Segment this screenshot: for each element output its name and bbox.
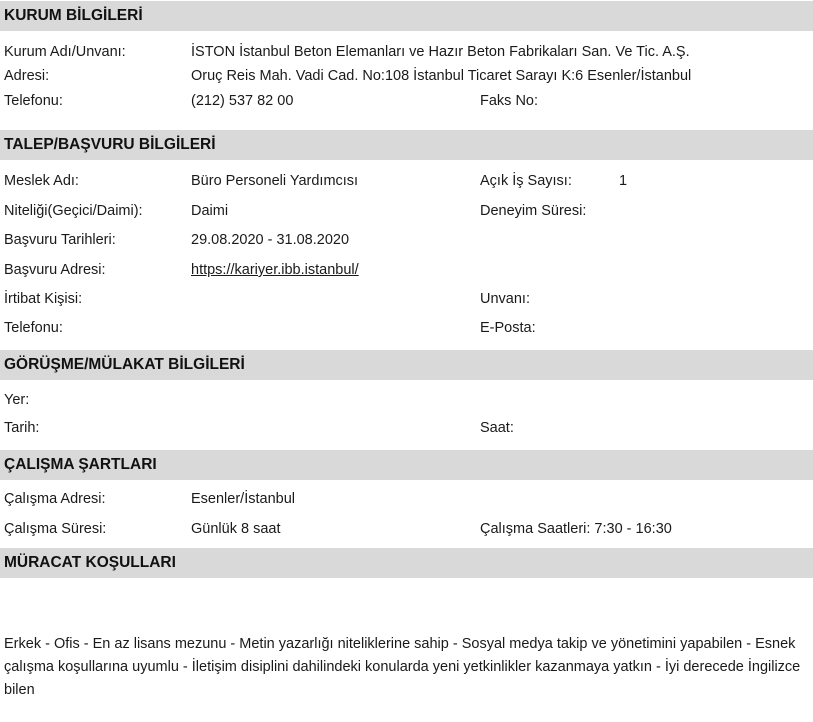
nitelik-label: Niteliği(Geçici/Daimi): <box>4 203 143 219</box>
eposta-label: E-Posta: <box>480 320 536 336</box>
calisma-adres-row <box>0 489 813 513</box>
acik-is-value: 1 <box>619 173 628 189</box>
section-heading-muracat: MÜRACAT KOŞULLARI <box>0 548 813 578</box>
calisma-saatleri: Çalışma Saatleri: 7:30 - 16:30 <box>480 521 672 537</box>
saat-label: Saat: <box>480 420 514 436</box>
talep-telefon-row <box>0 318 813 342</box>
kurum-adres-value: Oruç Reis Mah. Vadi Cad. No:108 İstanbul Ticaret Sarayı K:6 Esenler/İstanbul <box>191 68 692 84</box>
talep-meslek-row <box>0 171 813 195</box>
irtibat-label: İrtibat Kişisi: <box>4 291 83 307</box>
kurum-adres-label: Adresi: <box>4 68 50 84</box>
calisma-sure-label: Çalışma Süresi: <box>4 521 107 537</box>
kurum-telefon-value: (212) 537 82 00 <box>191 93 294 109</box>
basvuru-tarih-value: 29.08.2020 - 31.08.2020 <box>191 232 350 248</box>
gorusme-tarih-label: Tarih: <box>4 420 40 436</box>
calisma-sure-row <box>0 519 813 543</box>
meslek-label: Meslek Adı: <box>4 173 79 189</box>
calisma-adres-value: Esenler/İstanbul <box>191 491 295 507</box>
nitelik-value: Daimi <box>191 203 229 219</box>
talep-adres-row <box>0 260 813 284</box>
gorusme-yer-row <box>0 390 813 414</box>
talep-irtibat-row <box>0 289 813 313</box>
gorusme-tarih-row <box>0 418 813 442</box>
section-heading-calisma: ÇALIŞMA ŞARTLARI <box>0 450 813 480</box>
kurum-adres-row <box>0 66 813 90</box>
kurum-ad-label: Kurum Adı/Unvanı: <box>4 44 126 60</box>
basvuru-tarih-label: Başvuru Tarihleri: <box>4 232 116 248</box>
muracat-kosullari-text: Erkek - Ofis - En az lisans mezunu - Metin yazarlığı niteliklerine sahip - Sosyal medya takip ve yönetimini yapabilen - Esnek çalışma koşullarına uyumlu - İletişim disiplini dahilindeki konularda yeni yetkinlikler kazanmaya yatkın - İyi derecede İngilizce bilen <box>4 636 801 698</box>
deneyim-label: Deneyim Süresi: <box>480 203 587 219</box>
kurum-faks-label: Faks No: <box>480 93 539 109</box>
section-heading-talep: TALEP/BAŞVURU BİLGİLERİ <box>0 130 813 160</box>
kurum-telefon-label: Telefonu: <box>4 93 63 109</box>
talep-nitelik-row <box>0 201 813 225</box>
kurum-telefon-row <box>0 91 813 115</box>
talep-telefon-label: Telefonu: <box>4 320 63 336</box>
calisma-sure-value: Günlük 8 saat <box>191 521 281 537</box>
section-heading-gorusme: GÖRÜŞME/MÜLAKAT BİLGİLERİ <box>0 350 813 380</box>
unvan-label: Unvanı: <box>480 291 530 307</box>
meslek-value: Büro Personeli Yardımcısı <box>191 173 359 189</box>
basvuru-adres-link[interactable]: https://kariyer.ibb.istanbul/ <box>191 262 359 278</box>
yer-label: Yer: <box>4 392 30 408</box>
basvuru-adres-label: Başvuru Adresi: <box>4 262 106 278</box>
kurum-ad-value: İSTON İstanbul Beton Elemanları ve Hazır Beton Fabrikaları San. Ve Tic. A.Ş. <box>191 44 690 60</box>
talep-tarih-row <box>0 230 813 254</box>
acik-is-label: Açık İş Sayısı: <box>480 173 572 189</box>
kurum-ad-row <box>0 42 813 66</box>
section-heading-kurum: KURUM BİLGİLERİ <box>0 1 813 31</box>
calisma-adres-label: Çalışma Adresi: <box>4 491 106 507</box>
